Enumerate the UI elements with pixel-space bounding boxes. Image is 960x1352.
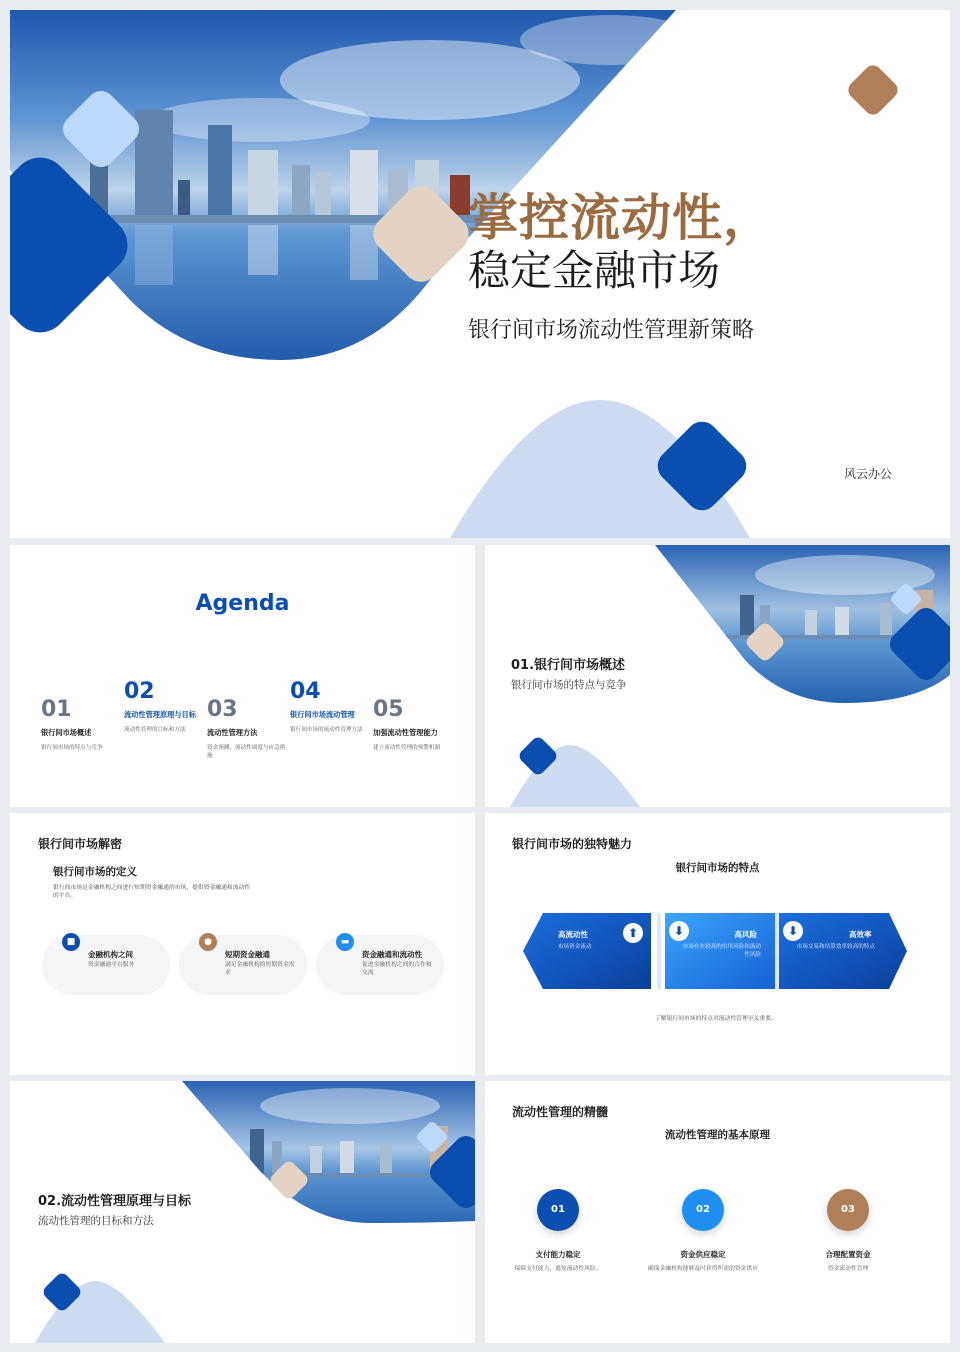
cover-slide bbox=[10, 10, 950, 538]
agenda-title: Agenda bbox=[195, 591, 290, 616]
section1-title: 01.银行间市场概述 bbox=[511, 658, 626, 673]
section2-graphic bbox=[10, 1081, 475, 1343]
section1-slide bbox=[485, 545, 950, 807]
card-icon: ▬ bbox=[336, 933, 354, 951]
definition-text: 银行间市场是金融机构之间进行短期资金融通的市场，提供资金融通和流动性的平台。 bbox=[53, 885, 251, 899]
section2-slide bbox=[10, 1081, 475, 1343]
card-desc: 资金融通平台服务 bbox=[88, 962, 135, 968]
charm-footnote: 了解银行间市场的特点对流动性管理至关重要。 bbox=[655, 1016, 777, 1022]
agenda-desc: 银行间市场的特点与竞争 bbox=[41, 745, 103, 751]
agenda-item bbox=[373, 698, 455, 752]
principle-heading: 合理配置资金 bbox=[825, 1250, 871, 1259]
cover-subtitle: 银行间市场流动性管理新策略 bbox=[468, 318, 755, 343]
feature-heading: 高流动性 bbox=[558, 930, 588, 939]
agenda-item bbox=[290, 680, 372, 734]
decode-slide bbox=[10, 813, 475, 1075]
feature-heading: 高风险 bbox=[734, 930, 757, 939]
agenda-desc: 建立流动性管理的预警机制 bbox=[373, 745, 441, 751]
section1-subtitle: 银行间市场的特点与竞争 bbox=[511, 679, 627, 691]
decode-title: 银行间市场解密 bbox=[38, 837, 123, 851]
section2-title: 02.流动性管理原理与目标 bbox=[38, 1194, 192, 1209]
section1-graphic bbox=[485, 545, 950, 807]
agenda-number: 05 bbox=[373, 697, 404, 722]
card-heading: 金融机构之间 bbox=[88, 950, 133, 959]
agenda-number: 01 bbox=[41, 697, 72, 722]
feature-card bbox=[316, 935, 444, 995]
charm-title: 银行间市场的独特魅力 bbox=[512, 837, 633, 851]
feature-high-liquidity bbox=[523, 913, 651, 989]
arrow-up-icon: ⬆ bbox=[623, 923, 643, 943]
feature-high-efficiency bbox=[779, 913, 907, 989]
agenda-heading: 加强流动性管理能力 bbox=[373, 728, 438, 737]
essence-title: 流动性管理的精髓 bbox=[512, 1105, 609, 1119]
arrow-down-icon: ⬇ bbox=[669, 921, 689, 941]
agenda-number: 02 bbox=[124, 679, 155, 704]
agenda-heading: 流动性管理原理与目标 bbox=[124, 710, 196, 719]
definition-title: 银行间市场的定义 bbox=[53, 866, 137, 878]
agenda-slide bbox=[10, 545, 475, 807]
agenda-item bbox=[124, 680, 206, 734]
agenda-desc: 流动性管理的目标和方法 bbox=[124, 727, 186, 733]
principle-desc: 保障支付能力，避免流动性风险。 bbox=[514, 1266, 602, 1272]
principle-number: 02 bbox=[682, 1189, 724, 1231]
agenda-heading: 银行间市场流动管理 bbox=[290, 710, 355, 719]
image-icon: ■ bbox=[62, 933, 80, 951]
card-heading: 短期资金融通 bbox=[225, 950, 270, 959]
agenda-heading: 流动性管理方法 bbox=[207, 728, 258, 737]
section2-subtitle: 流动性管理的目标和方法 bbox=[38, 1215, 154, 1227]
brand-label: 风云办公 bbox=[844, 467, 893, 481]
charm-slide bbox=[485, 813, 950, 1075]
agenda-item bbox=[207, 698, 289, 760]
agenda-heading: 银行间市场概述 bbox=[41, 728, 92, 737]
feature-card bbox=[42, 935, 170, 995]
agenda-item bbox=[41, 698, 123, 752]
charm-subtitle: 银行间市场的特点 bbox=[675, 862, 760, 874]
essence-subtitle: 流动性管理的基本原理 bbox=[665, 1129, 770, 1141]
principle-desc: 资金流动性管理 bbox=[827, 1266, 869, 1272]
card-desc: 促进金融机构之间的合作和交流 bbox=[362, 962, 432, 976]
essence-slide bbox=[485, 1081, 950, 1343]
feature-card bbox=[179, 935, 307, 995]
feature-desc: 市场交易和结算效率较高的特点 bbox=[796, 944, 875, 950]
agenda-desc: 银行间市场的流动性管理方法 bbox=[290, 727, 363, 733]
feature-desc: 市场存在较高的信用风险和流动性风险 bbox=[682, 944, 761, 958]
agenda-desc: 资金预测、流动性调度与应急措施 bbox=[207, 745, 286, 759]
agenda-number: 04 bbox=[290, 679, 321, 704]
agenda-number: 03 bbox=[207, 697, 238, 722]
principle-desc: 确保金融机构能够及时获得所需的资金供应 bbox=[647, 1266, 759, 1272]
principle-number: 01 bbox=[537, 1189, 579, 1231]
principle-heading: 资金供应稳定 bbox=[680, 1250, 726, 1259]
feature-high-risk bbox=[665, 913, 775, 989]
feature-heading: 高效率 bbox=[849, 930, 872, 939]
arrow-down-icon: ⬇ bbox=[783, 921, 803, 941]
cover-title-line1: 掌控流动性， bbox=[468, 189, 774, 247]
principle-number: 03 bbox=[827, 1189, 869, 1231]
card-desc: 满足金融机构的短期资金需求 bbox=[225, 962, 295, 976]
feature-desc: 市场资金流动 bbox=[558, 944, 592, 950]
principle-heading: 支付能力稳定 bbox=[535, 1250, 581, 1259]
cover-title-line2: 稳定金融市场 bbox=[468, 246, 721, 295]
coin-icon: ● bbox=[199, 933, 217, 951]
card-heading: 资金融通和流动性 bbox=[362, 950, 422, 959]
